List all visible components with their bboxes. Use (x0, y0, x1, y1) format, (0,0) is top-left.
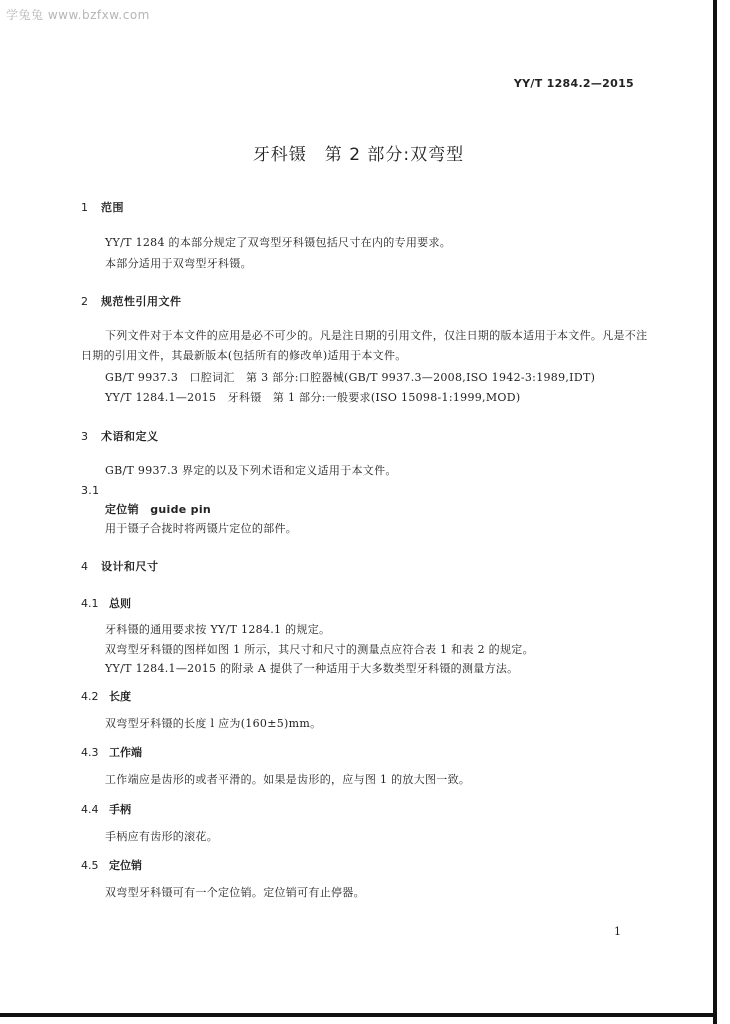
paragraph: 手柄应有齿形的滚花。 (105, 830, 218, 843)
section-4-heading (81, 558, 159, 574)
section-3-heading (81, 428, 159, 444)
paragraph: 牙科镊的通用要求按 YY/T 1284.1 的规定。 (105, 623, 331, 636)
paragraph: 双弯型牙科镊可有一个定位销。定位销可有止停器。 (105, 886, 365, 899)
subsection-4-4-heading (81, 801, 131, 817)
subsection-number: 4.3 (81, 746, 99, 759)
section-title: 设计和尺寸 (101, 560, 159, 573)
subsection-title: 手柄 (109, 803, 131, 816)
paragraph: 本部分适用于双弯型牙科镊。 (105, 257, 252, 270)
subsection-4-2-heading (81, 688, 131, 704)
subsection-number: 4.4 (81, 803, 99, 816)
subsection-number: 4.2 (81, 690, 99, 703)
subsection-4-1-heading (81, 595, 131, 611)
paragraph: GB/T 9937.3 界定的以及下列术语和定义适用于本文件。 (105, 464, 397, 477)
subsection-title: 定位销 (109, 859, 142, 872)
term-number: 3.1 (81, 484, 100, 497)
section-title: 规范性引用文件 (101, 295, 182, 308)
normative-reference: YY/T 1284.1—2015 牙科镊 第 1 部分:一般要求(ISO 15098-1:1999,MOD) (105, 391, 521, 404)
paragraph: 双弯型牙科镊的长度 l 应为(160±5)mm。 (105, 717, 322, 730)
term-definition: 用于镊子合拢时将两镊片定位的部件。 (105, 522, 298, 535)
subsection-title: 总则 (109, 597, 131, 610)
paragraph: 双弯型牙科镊的图样如图 1 所示，其尺寸和尺寸的测量点应符合表 1 和表 2 的规定。 (105, 643, 534, 656)
section-1-heading (81, 199, 124, 215)
subsection-title: 工作端 (109, 746, 142, 759)
subsection-4-5-heading (81, 857, 142, 873)
standard-number: YY/T 1284.2—2015 (513, 77, 634, 90)
section-number: 2 (81, 295, 89, 308)
subsection-number: 4.5 (81, 859, 99, 872)
section-2-heading (81, 293, 182, 309)
page-number: 1 (614, 925, 621, 938)
watermark: 学兔兔 www.bzfxw.com (6, 8, 150, 22)
subsection-4-3-heading (81, 744, 142, 760)
section-number: 1 (81, 201, 89, 214)
section-number: 3 (81, 430, 89, 443)
section-title: 术语和定义 (101, 430, 159, 443)
normative-reference: GB/T 9937.3 口腔词汇 第 3 部分:口腔器械(GB/T 9937.3—2008,ISO 1942-3:1989,IDT) (105, 371, 596, 384)
paragraph: 工作端应是齿形的或者平滑的。如果是齿形的，应与图 1 的放大图一致。 (105, 773, 471, 786)
section-number: 4 (81, 560, 89, 573)
paragraph: 下列文件对于本文件的应用是必不可少的。凡是注日期的引用文件，仅注日期的版本适用于本文件。凡是不注日期的引用文件，其最新版本(包括所有的修改单)适用于本文件。 (81, 329, 648, 362)
subsection-number: 4.1 (81, 597, 99, 610)
paragraph: YY/T 1284.1—2015 的附录 A 提供了一种适用于大多数类型牙科镊的测量方法。 (105, 662, 519, 675)
document-title: 牙科镊 第 2 部分:双弯型 (252, 145, 465, 165)
section-title: 范围 (101, 201, 124, 214)
subsection-title: 长度 (109, 690, 131, 703)
term: 定位销 guide pin (105, 503, 212, 516)
page-edge-bottom (0, 1013, 717, 1017)
paragraph: YY/T 1284 的本部分规定了双弯型牙科镊包括尺寸在内的专用要求。 (105, 236, 452, 249)
